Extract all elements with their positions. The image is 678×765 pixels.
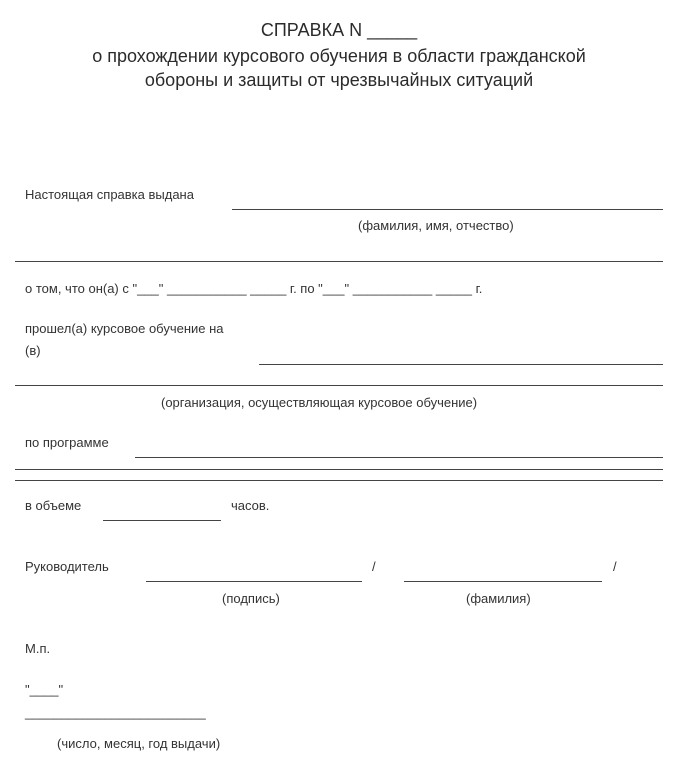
- training-period-text: о том, что он(а) с "___" ___________ _____ г. по "___" ___________ _____ г.: [25, 281, 483, 296]
- signature-caption: (подпись): [222, 591, 280, 606]
- training-label-line-1: прошел(а) курсовое обучение на: [25, 321, 224, 336]
- separator-slash-1: /: [372, 559, 376, 574]
- program-continuation-line-2[interactable]: [15, 480, 663, 481]
- program-continuation-line-1[interactable]: [15, 469, 663, 470]
- organization-caption: (организация, осуществляющая курсовое обучение): [161, 395, 478, 410]
- hours-field-line[interactable]: [103, 520, 221, 521]
- full-name-continuation-line[interactable]: [15, 261, 663, 262]
- program-label: по программе: [25, 435, 109, 450]
- issue-date-caption: (число, месяц, год выдачи): [57, 736, 221, 751]
- signature-field-line[interactable]: [146, 581, 362, 582]
- issue-day-field[interactable]: "____": [25, 682, 64, 697]
- stamp-label: М.п.: [25, 641, 51, 656]
- program-field-line[interactable]: [135, 457, 663, 458]
- organization-continuation-line[interactable]: [15, 385, 663, 386]
- document-title: СПРАВКА N _____: [260, 20, 418, 40]
- document-subtitle-line-1: о прохождении курсового обучения в области гражданской: [92, 46, 586, 66]
- full-name-caption: (фамилия, имя, отчество): [358, 218, 514, 233]
- issued-to-label: Настоящая справка выдана: [25, 187, 194, 202]
- surname-caption: (фамилия): [466, 591, 531, 606]
- head-label: Руководитель: [25, 559, 109, 574]
- issue-date-field[interactable]: _________________________: [25, 705, 206, 720]
- full-name-field-line[interactable]: [232, 209, 663, 210]
- separator-slash-2: /: [613, 559, 617, 574]
- organization-field-line[interactable]: [259, 364, 663, 365]
- training-label-line-2: (в): [25, 343, 41, 358]
- hours-unit-label: часов.: [231, 498, 270, 513]
- surname-field-line[interactable]: [404, 581, 602, 582]
- volume-label: в объеме: [25, 498, 82, 513]
- document-subtitle-line-2: обороны и защиты от чрезвычайных ситуаций: [144, 70, 534, 90]
